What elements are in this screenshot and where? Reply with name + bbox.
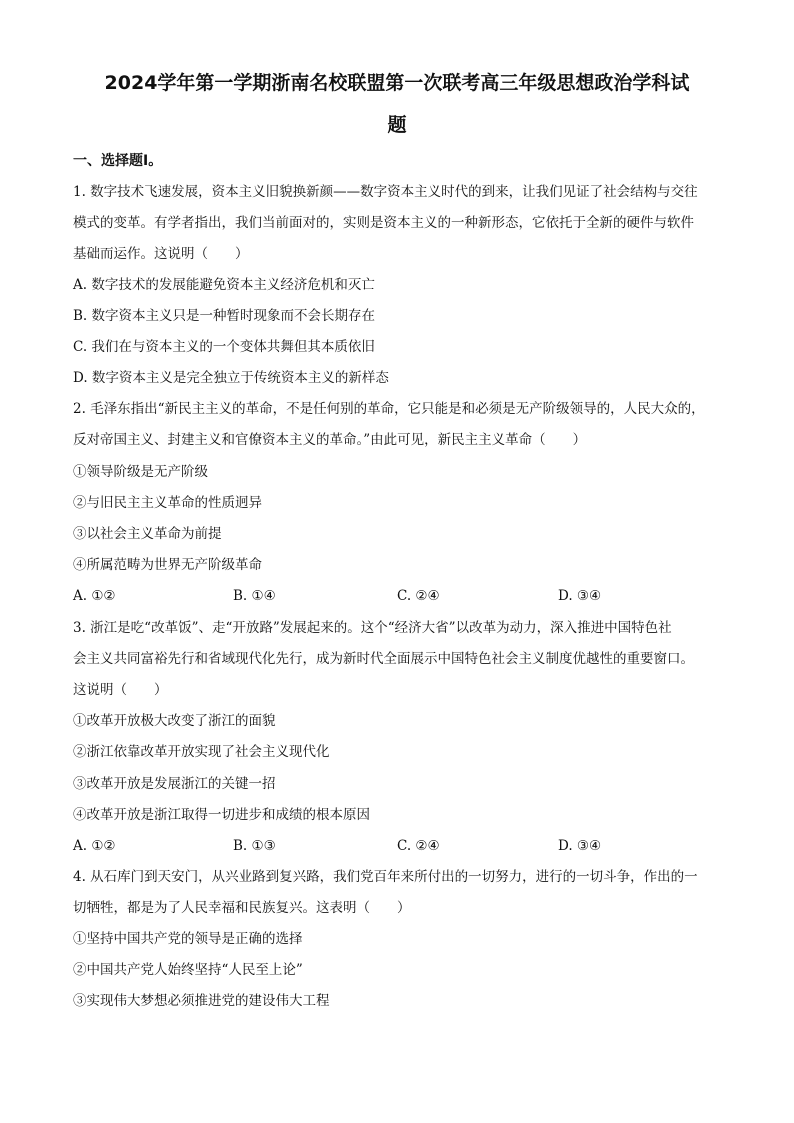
question-2-statement-3: ③以社会主义革命为前提 (73, 526, 222, 542)
question-2-statement-1: ①领导阶级是无产阶级 (73, 464, 208, 480)
question-3-choice-d: D. ③④ (558, 838, 602, 854)
question-2-statement-4: ④所属范畴为世界无产阶级革命 (73, 557, 262, 573)
question-1-stem-line: 1. 数字技术飞速发展，资本主义旧貌换新颜——数字资本主义时代的到来，让我们见证了社会结构与交往 (73, 184, 698, 200)
question-3-stem-line: 会主义共同富裕先行和省域现代化先行，成为新时代全面展示中国特色社会主义制度优越性的重要窗口。 (73, 651, 694, 667)
question-1-option-a: A. 数字技术的发展能避免资本主义经济危机和灭亡 (73, 277, 375, 293)
question-3-stem-line: 这说明（ ） (73, 682, 168, 698)
question-3-choice-a: A. ①② (73, 838, 116, 854)
question-4-stem-line: 切牺牲，都是为了人民幸福和民族复兴。这表明（ ） (73, 900, 411, 916)
question-1-option-c: C. 我们在与资本主义的一个变体共舞但其本质依旧 (73, 339, 375, 355)
question-2-stem-line: 2. 毛泽东指出“新民主主义的革命，不是任何别的革命，它只能是和必须是无产阶级领导的，人民大众的， (73, 401, 705, 417)
question-2-choice-a: A. ①② (73, 588, 116, 604)
exam-title-line-2: 题 (387, 114, 407, 136)
question-2-choice-b: B. ①④ (233, 588, 276, 604)
question-1-option-d: D. 数字资本主义是完全独立于传统资本主义的新样态 (73, 370, 389, 386)
question-3-statement-1: ①改革开放极大改变了浙江的面貌 (73, 713, 276, 729)
question-1-stem-line: 模式的变革。有学者指出，我们当前面对的，实则是资本主义的一种新形态，它依托于全新的硬件与软件 (73, 215, 694, 231)
question-4-statement-3: ③实现伟大梦想必须推进党的建设伟大工程 (73, 993, 330, 1009)
question-4-statement-1: ①坚持中国共产党的领导是正确的选择 (73, 931, 303, 947)
question-2-statement-2: ②与旧民主主义革命的性质迥异 (73, 495, 262, 511)
question-4-statement-2: ②中国共产党人始终坚持“人民至上论” (73, 962, 303, 978)
question-3-stem-line: 3. 浙江是吃“改革饭”、走“开放路”发展起来的。这个“经济大省”以改革为动力，深入推进中国特色社 (73, 620, 672, 636)
question-3-statement-3: ③改革开放是发展浙江的关键一招 (73, 776, 276, 792)
question-3-statement-2: ②浙江依靠改革开放实现了社会主义现代化 (73, 744, 330, 760)
exam-title-line-1: 2024学年第一学期浙南名校联盟第一次联考高三年级思想政治学科试 (104, 72, 690, 94)
question-3-choice-b: B. ①③ (233, 838, 276, 854)
question-1-option-b: B. 数字资本主义只是一种暂时现象而不会长期存在 (73, 308, 376, 324)
question-3-statement-4: ④改革开放是浙江取得一切进步和成绩的根本原因 (73, 807, 370, 823)
question-2-choice-d: D. ③④ (558, 588, 602, 604)
section-heading: 一、选择题Ⅰ。 (73, 153, 163, 169)
question-2-choice-c: C. ②④ (397, 588, 440, 604)
question-4-stem-line: 4. 从石库门到天安门，从兴业路到复兴路，我们党百年来所付出的一切努力，进行的一切斗争，作出的一 (73, 869, 698, 885)
question-1-stem-line: 基础而运作。这说明（ ） (73, 246, 249, 262)
question-2-stem-line: 反对帝国主义、封建主义和官僚资本主义的革命。”由此可见，新民主主义革命（ ） (73, 432, 587, 448)
question-3-choice-c: C. ②④ (397, 838, 440, 854)
